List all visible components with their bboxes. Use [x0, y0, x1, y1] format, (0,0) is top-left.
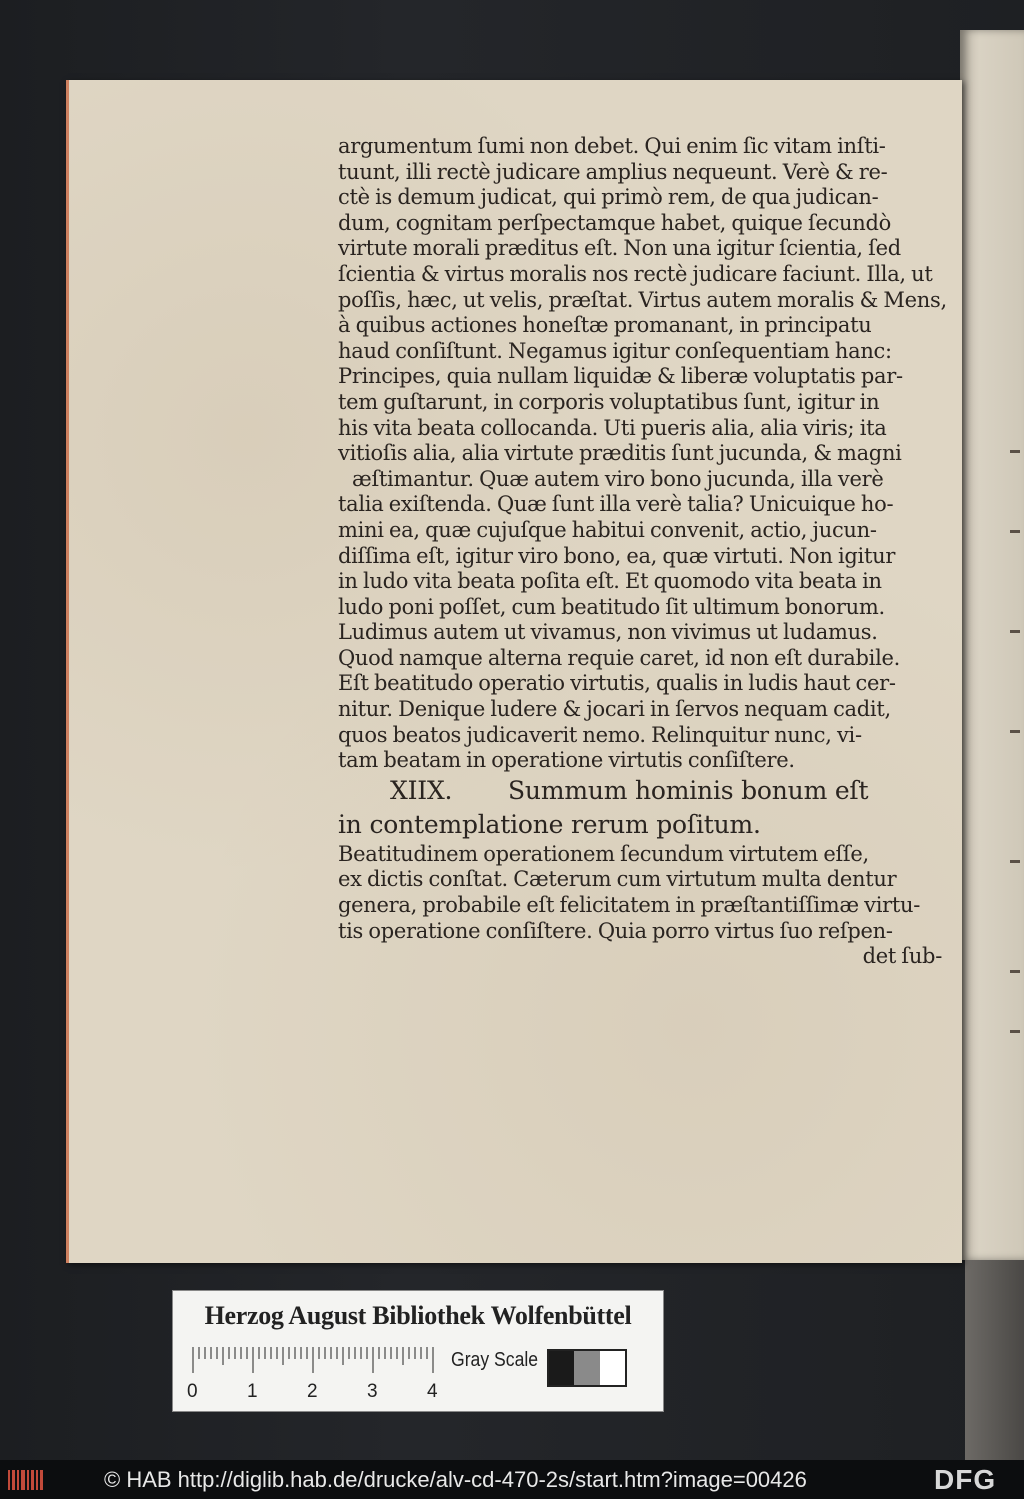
text-line: tuunt, illi rectè judicare amplius nequeunt. Verè & re-	[338, 159, 888, 184]
ruler-number: 1	[247, 1381, 258, 1402]
text-line: talia exiſtenda. Quæ ſunt illa verè talia? Unicuique ho-	[338, 492, 894, 517]
text-line: argumentum ſumi non debet. Qui enim ſic vitam inſti-	[338, 134, 886, 158]
catchword: det ſub-	[862, 944, 942, 969]
text-line: Ludimus autem ut vivamus, non vivimus ut ludamus.	[338, 620, 878, 645]
text-line: nitur. Denique ludere & jocari in ſervos nequam cadit,	[338, 697, 891, 722]
ruler-icon	[191, 1347, 439, 1373]
ruler-number: 0	[187, 1381, 198, 1402]
dfg-logo: DFG	[934, 1464, 997, 1495]
text-line: quos beatos judicaverit nemo. Relinquitur nunc, vi-	[338, 722, 862, 747]
book-sleeve	[965, 1260, 1024, 1460]
text-line: genera, probabile eſt felicitatem in præſtantiſſimæ virtu-	[338, 893, 921, 918]
gray-scale-swatches	[547, 1349, 627, 1387]
color-target-card	[172, 1290, 664, 1412]
text-line: ludo poni poſſet, cum beatitudo ſit ultimum bonorum.	[338, 594, 885, 619]
section-title-line-1: Summum hominis bonum eſt	[508, 775, 869, 805]
text-line: æſtimantur. Quæ autem viro bono jucunda, illa verè	[352, 466, 884, 491]
text-line: Principes, quia nullam liquidæ & liberæ voluptatis par-	[338, 364, 903, 389]
section-number: XIIX.	[390, 775, 453, 805]
text-line: dum, cognitam perſpectamque habet, quique ſecundò	[338, 210, 891, 235]
text-line: poſſis, hæc, ut velis, præſtat. Virtus autem moralis & Mens,	[338, 287, 947, 312]
paragraph-1	[338, 134, 968, 774]
footer-bar	[0, 1460, 1024, 1499]
gray-scale-label: Gray Scale	[451, 1349, 539, 1371]
ruler-number: 2	[307, 1381, 318, 1402]
text-line: his vita beata collocanda. Uti pueris alia, alia viris; ita	[338, 415, 887, 440]
text-line: in ludo vita beata poſita eſt. Et quomodo vita beata in	[338, 569, 882, 594]
text-line: Beatitudinem operationem ſecundum virtutem eſſe,	[338, 841, 869, 866]
section-title-line-2: in contemplatione rerum poſitum.	[338, 809, 761, 839]
text-line: mini ea, quæ cujuſque habitui convenit, actio, jucun-	[338, 517, 877, 542]
facing-page-edge	[960, 30, 1024, 1260]
text-line: ex dictis conſtat. Cæterum cum virtutum multa dentur	[338, 867, 897, 892]
ruler-numbers	[187, 1381, 457, 1405]
text-line: Eſt beatitudo operatio virtutis, qualis in ludis haut cer-	[338, 671, 896, 696]
section-heading	[338, 774, 968, 808]
text-line: tam beatam in operatione virtutis conſiſtere.	[338, 748, 795, 773]
page-text	[338, 134, 968, 970]
text-line: haud conſiſtunt. Negamus igitur conſequentiam hanc:	[338, 338, 892, 363]
text-line: diſſima eſt, igitur viro bono, ea, quæ virtuti. Non igitur	[338, 543, 896, 568]
text-line: vitioſis alia, alia virtute præditis ſunt jucunda, & magni	[338, 441, 902, 466]
paragraph-2	[338, 842, 968, 944]
library-barcode-icon	[6, 1468, 46, 1492]
book-page	[66, 80, 962, 1263]
library-name: Herzog August Bibliothek Wolfenbüttel	[204, 1301, 632, 1330]
page-edge-stain	[66, 80, 69, 1263]
text-line: à quibus actiones honeſtæ promanant, in principatu	[338, 313, 872, 338]
text-line: ctè is demum judicat, qui primò rem, de qua judican-	[338, 185, 879, 210]
text-line: virtute morali præditus eſt. Non una igitur ſcientia, ſed	[338, 236, 901, 261]
ruler-number: 3	[367, 1381, 378, 1402]
text-line: tis operatione conſiſtere. Quia porro virtus ſuo reſpen-	[338, 918, 893, 943]
ruler-number: 4	[427, 1381, 438, 1402]
text-line: ſcientia & virtus moralis nos rectè judicare faciunt. Illa, ut	[338, 261, 933, 286]
gray-swatch	[549, 1351, 574, 1385]
text-line: Quod namque alterna requie caret, id non eſt durabile.	[338, 645, 901, 670]
source-url: © HAB http://diglib.hab.de/drucke/alv-cd-470-2s/start.htm?image=00426	[104, 1467, 807, 1492]
text-line: tem guſtarunt, in corporis voluptatibus ſunt, igitur in	[338, 389, 880, 414]
gray-swatch	[574, 1351, 599, 1385]
gray-swatch	[600, 1351, 625, 1385]
